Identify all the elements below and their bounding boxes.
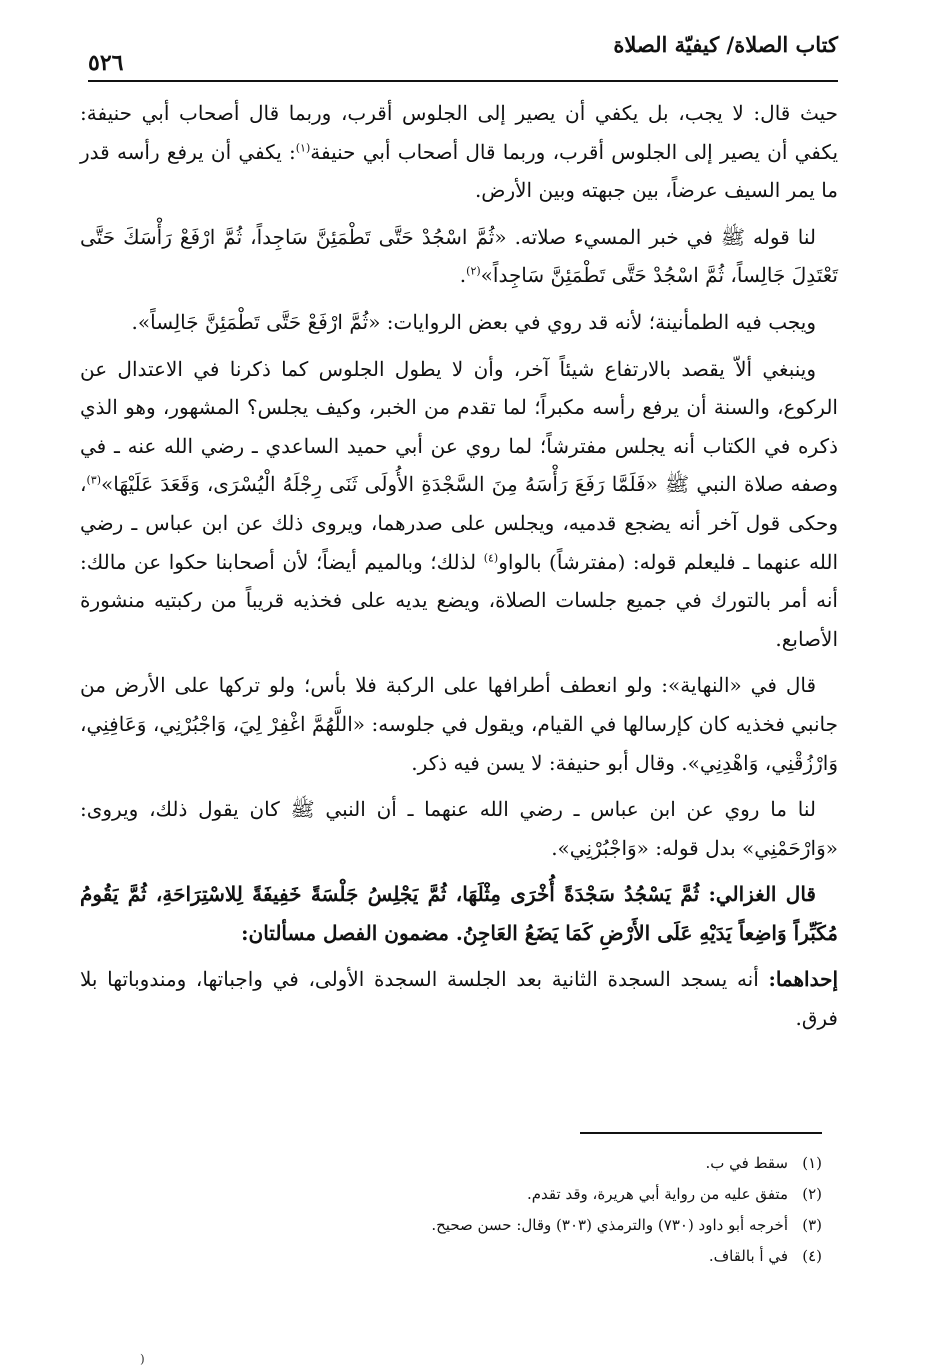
footnote-number: (٢) xyxy=(802,1185,822,1203)
footnotes xyxy=(120,1148,822,1272)
paragraph-1 xyxy=(80,94,838,210)
running-title: كتاب الصلاة/ كيفيّة الصلاة xyxy=(613,32,838,57)
paragraph-4 xyxy=(80,350,838,659)
footnote-rule xyxy=(580,1132,822,1134)
paragraph-text: لنا ما روي عن ابن عباس ـ رضي الله عنهما ـ أن النبي ﷺ كان يقول ذلك، ويروى: «وَارْحَمْنِي» بدل قوله: «وَاجْبُرْنِي». xyxy=(80,797,838,860)
footnote-item xyxy=(120,1179,822,1210)
paragraph-6 xyxy=(80,790,838,867)
footnote-text: سقط في ب. xyxy=(705,1154,788,1172)
paragraph-text: قال في «النهاية»: ولو انعطف أطرافها على الركبة فلا بأس؛ ولو تركها على الأرض من جانبي فخذيه كان كإرسالها في القيام، ويقول في جلوسه: «اللَّهُمَّ اغْفِرْ لِيَ، وَاجْبُرْنِي، وَعَافِنِي، وَارْزُقْنِي، وَاهْدِنِي». وقال أبو حنيفة: لا يسن فيه ذكر. xyxy=(80,673,838,775)
footnote-text: في أ بالقاف. xyxy=(708,1247,788,1265)
paragraph-7 xyxy=(80,875,838,952)
footnote-ref-4: (٤) xyxy=(483,550,499,564)
paragraph-text: لنا قوله ﷺ في خبر المسيء صلاته. «ثُمَّ اسْجُدْ حَتَّى تَطْمَئِنَّ سَاجِداً، ثُمَّ ارْفَعْ رَأْسَكَ حَتَّى تَعْتَدِلَ جَالِساً، ثُمَّ اسْجُدْ حَتَّى تَطْمَئِنَّ سَاجِداً» xyxy=(80,224,838,288)
paragraph-text: ، وحكى قول آخر أنه يضجع قدميه، ويجلس على صدرهما، ويروى ذلك عن ابن عباس ـ رضي الله عنهما ـ فليعلم قوله: (مفترشاً) بالواو xyxy=(80,472,838,574)
paragraph-text: : يكفي أن يرفع رأسه قدر ما يمر السيف عرضاً، بين جبهته وبين الأرض. xyxy=(80,139,838,203)
stray-mark: ( xyxy=(140,1352,145,1366)
paragraph-text: حيث قال: لا يجب، بل يكفي أن يصير إلى الجلوس أقرب، وربما قال أصحاب أبي حنيفة: يكفي أن يصير إلى الجلوس أقرب، وربما قال أصحاب أبي حنيفة xyxy=(80,101,839,164)
issue-label: إحداهما: xyxy=(768,967,838,992)
paragraph-text: ويجب فيه الطمأنينة؛ لأنه قد روي في بعض الروايات: «ثُمَّ ارْفَعْ حَتَّى تَطْمَئِنَّ جَالِساً». xyxy=(131,309,816,334)
footnote-item xyxy=(120,1148,822,1179)
paragraph-text: لذلك؛ وبالميم أيضاً؛ لأن أصحابنا حكوا عن مالك: أنه أمر بالتورك في جميع جلسات الصلاة، ويضع يديه على فخذيه قريباً من ركبتيه منشورة الأصابع. xyxy=(80,549,838,651)
paragraph-8 xyxy=(80,960,838,1037)
header-rule xyxy=(88,80,838,82)
footnote-ref-2: (٢) xyxy=(466,264,481,278)
footnote-ref-3: (٣) xyxy=(86,473,101,487)
footnote-number: (١) xyxy=(802,1154,822,1172)
footnote-ref-1: (١) xyxy=(295,140,311,154)
page-header xyxy=(88,28,838,76)
footnote-item xyxy=(120,1241,822,1272)
main-text xyxy=(80,94,838,1046)
paragraph-2 xyxy=(80,218,838,295)
paragraph-text: أنه يسجد السجدة الثانية بعد الجلسة السجدة الأولى، في واجباتها، ومندوباتها بلا فرق. xyxy=(80,967,838,1031)
paragraph-text: قال الغزالي: ثُمَّ يَسْجُدُ سَجْدَةً أُخْرَى مِثْلَهَا، ثُمَّ يَجْلِسُ جَلْسَةً خَفِيفَةً لِلاسْتِرَاحَةِ، ثُمَّ يَقُومُ مُكَبِّراً وَاضِعاً يَدَيْهِ عَلَى الأَرْضِ كَمَا يَضَعُ العَاجِنُ. مضمون الفصل مسألتان: xyxy=(80,882,838,945)
paragraph-3 xyxy=(80,303,838,342)
footnote-number: (٣) xyxy=(802,1216,822,1234)
paragraph-text: وينبغي ألاّ يقصد بالارتفاع شيئاً آخر، وأن لا يطول الجلوس كما ذكرنا في الاعتدال عن الركوع، والسنة أن يرفع رأسه مكبراً؛ لما تقدم من الخبر، وكيف يجلس؟ المشهور، وهو الذي ذكره في الكتاب أنه يجلس مفترشاً؛ لما روي عن أبي حميد الساعدي ـ رضي الله عنه ـ في وصفه صلاة النبي ﷺ «فَلَمَّا رَفَعَ رَأْسَهُ مِنَ السَّجْدَةِ الأُولَى ثَنَى رِجْلَهُ الْيُسْرَى، وَقَعَدَ عَلَيْهَا» xyxy=(80,356,838,497)
footnote-text: أخرجه أبو داود (٧٣٠) والترمذي (٣٠٣) وقال: حسن صحيح. xyxy=(431,1216,788,1234)
paragraph-5 xyxy=(80,666,838,782)
paragraph-text: . xyxy=(459,263,467,288)
footnote-item xyxy=(120,1210,822,1241)
footnote-text: متفق عليه من رواية أبي هريرة، وقد تقدم. xyxy=(526,1185,788,1203)
footnote-number: (٤) xyxy=(802,1247,822,1265)
page-number: ٥٢٦ xyxy=(88,50,124,76)
